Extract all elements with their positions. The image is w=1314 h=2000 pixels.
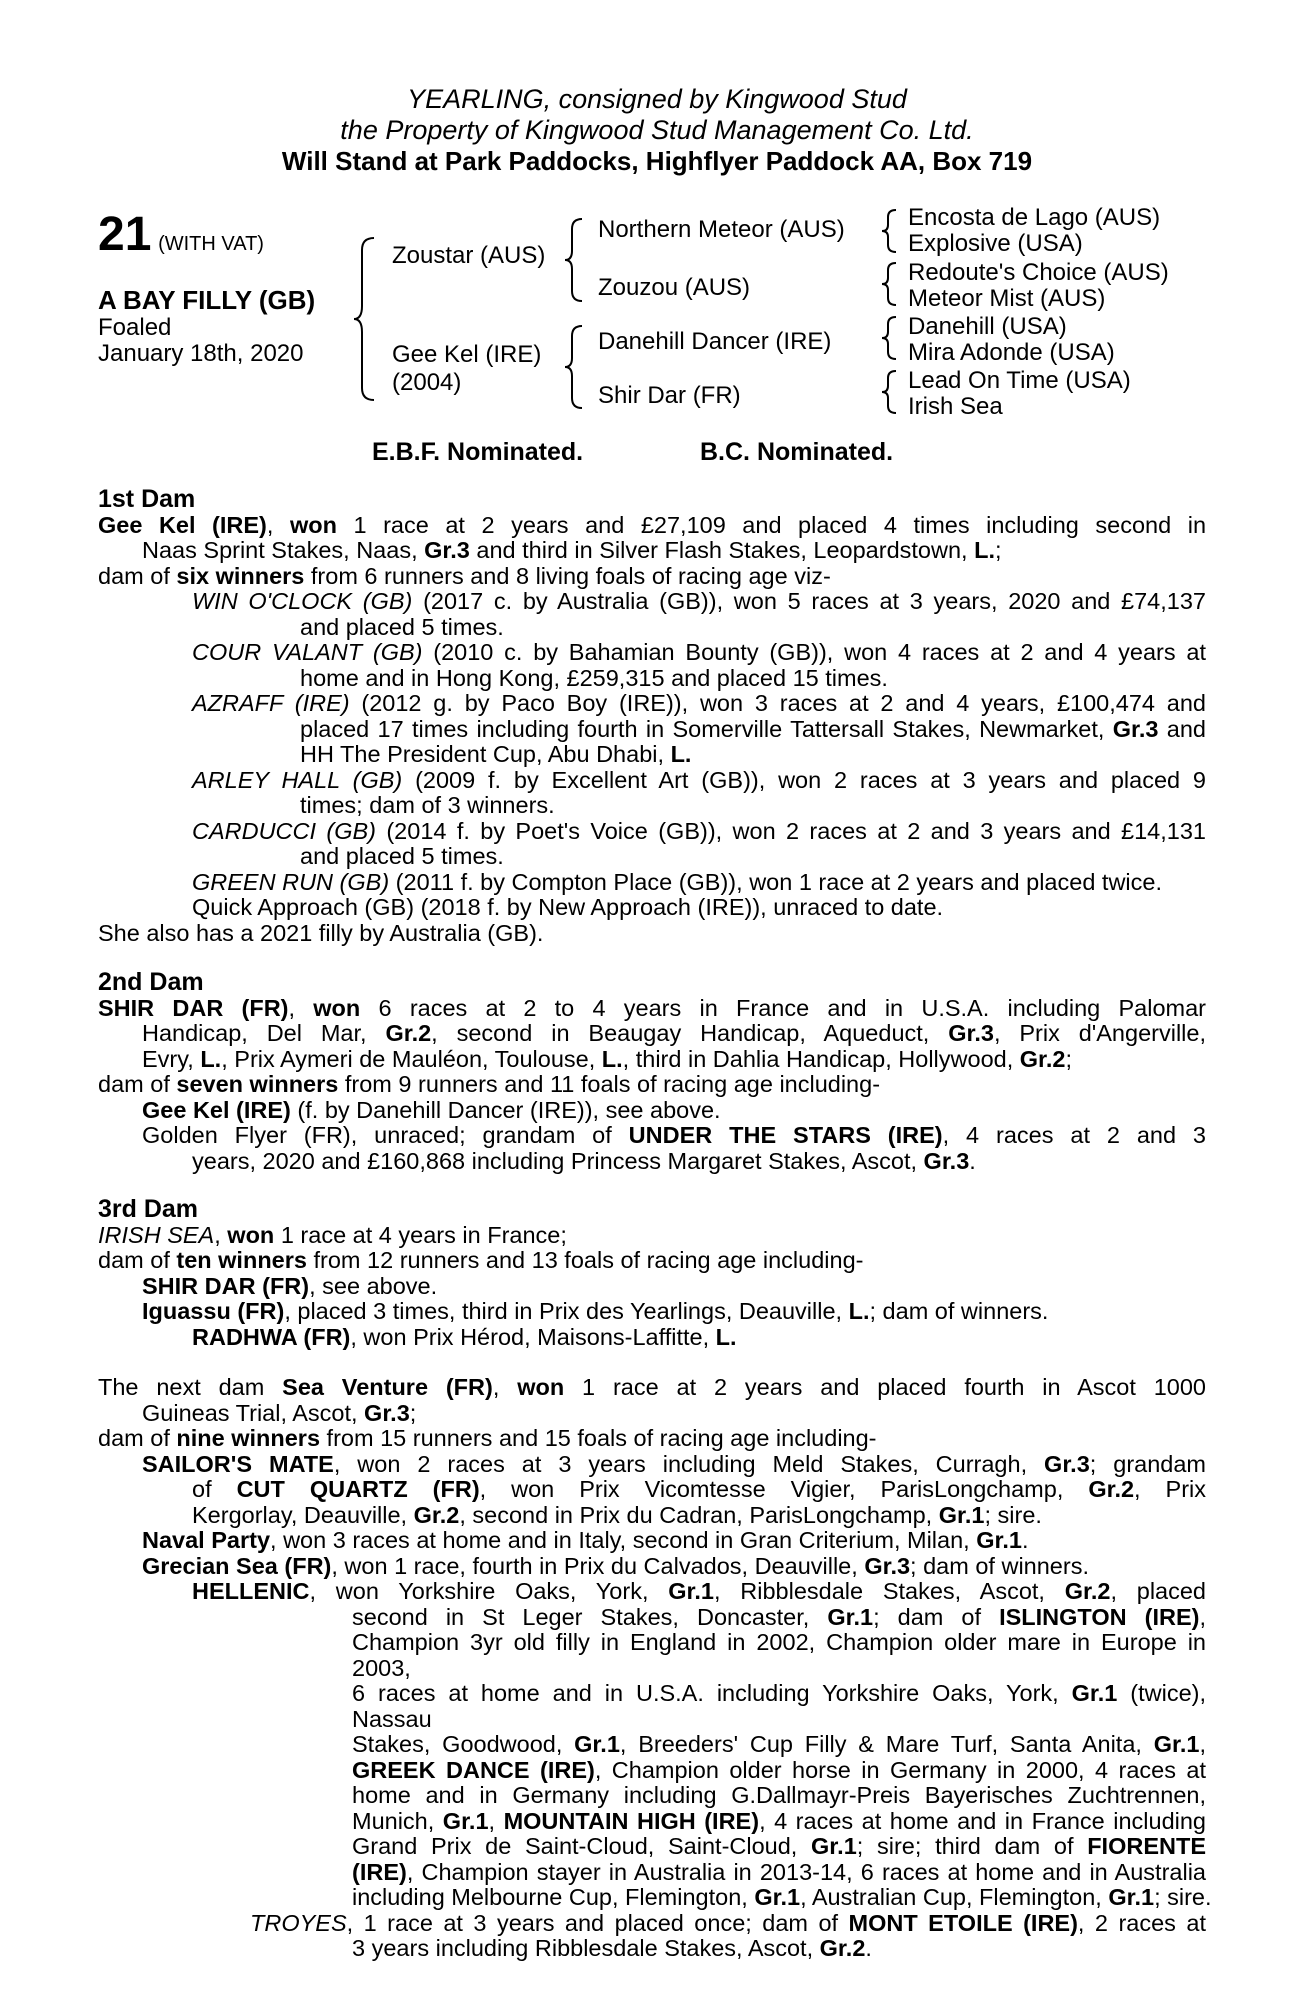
pedigree-brace-g3-4	[878, 368, 902, 416]
text-line: including Melbourne Cup, Flemington, Gr.1, Australian Cup, Flemington, Gr.1; sire.	[352, 1884, 1212, 1910]
text-line: 6 races at home and in U.S.A. including Yorkshire Oaks, York, Gr.1 (twice), Nassau	[352, 1680, 1206, 1732]
pedigree-dam-dam: Shir Dar (FR)	[598, 382, 741, 409]
text-line: GREEN RUN (GB) (2011 f. by Compton Place (GB)), won 1 race at 2 years and placed twice.	[192, 868, 1162, 895]
pedigree-gen3: Meteor Mist (AUS)	[908, 285, 1106, 312]
ebf-nomination: E.B.F. Nominated.	[372, 438, 584, 466]
pedigree-gen3: Redoute's Choice (AUS)	[908, 259, 1169, 286]
pedigree-brace-main	[352, 234, 382, 404]
text-line: RADHWA (FR), won Prix Hérod, Maisons-Laffitte, L.	[192, 1323, 737, 1350]
next-dam-section	[98, 1374, 1212, 1962]
foaled-label: Foaled	[98, 314, 172, 341]
text-line: times; dam of 3 winners.	[300, 792, 555, 818]
text-line: COUR VALANT (GB) (2010 c. by Bahamian Bounty (GB)), won 4 races at 2 and 4 years at	[192, 639, 1206, 665]
stand-location-line: Will Stand at Park Paddocks, Highflyer Paddock AA, Box 719	[281, 146, 1033, 176]
text-line: IRISH SEA, won 1 race at 4 years in France;	[98, 1221, 567, 1248]
lot-number: 21	[98, 208, 152, 261]
text-line: Grecian Sea (FR), won 1 race, fourth in Prix du Calvados, Deauville, Gr.3; dam of winners.	[142, 1552, 1089, 1579]
text-line: and placed 5 times.	[300, 613, 504, 640]
pedigree-dam: Gee Kel (IRE)	[392, 341, 542, 368]
text-line: Naas Sprint Stakes, Naas, Gr.3 and third in Silver Flash Stakes, Leopardstown, L.;	[142, 537, 1002, 563]
property-line: the Property of Kingwood Stud Management Co. Ltd.	[340, 115, 974, 145]
text-line: Handicap, Del Mar, Gr.2, second in Beaugay Handicap, Aqueduct, Gr.3, Prix d'Angerville,	[142, 1020, 1206, 1046]
pedigree-brace-dam	[562, 322, 590, 412]
pedigree-brace-g3-3	[878, 314, 902, 362]
text-line: ARLEY HALL (GB) (2009 f. by Excellent Art (GB)), won 2 races at 3 years and placed 9	[192, 766, 1206, 793]
foaled-date: January 18th, 2020	[98, 340, 304, 367]
text-line: Munich, Gr.1, MOUNTAIN HIGH (IRE), 4 races at home and in France including	[352, 1807, 1206, 1834]
text-line: Guineas Trial, Ascot, Gr.3;	[142, 1399, 417, 1426]
text-line: home and in Germany including G.Dallmayr-Preis Bayerisches Zuchtrennen,	[352, 1782, 1206, 1808]
pedigree-gen3: Mira Adonde (USA)	[908, 339, 1115, 366]
text-line: years, 2020 and £160,868 including Princess Margaret Stakes, Ascot, Gr.3.	[192, 1147, 976, 1174]
text-line: Gee Kel (IRE) (f. by Danehill Dancer (IRE)), see above.	[142, 1096, 721, 1123]
text-line: Champion 3yr old filly in England in 2002, Champion older mare in Europe in 2003,	[352, 1629, 1206, 1681]
section-heading: 1st Dam	[98, 485, 196, 513]
text-line: HELLENIC, won Yorkshire Oaks, York, Gr.1, Ribblesdale Stakes, Ascot, Gr.2, placed	[192, 1578, 1207, 1604]
pedigree-brace-g3-2	[878, 260, 902, 308]
pedigree-sire-dam: Zouzou (AUS)	[598, 274, 751, 301]
text-line: WIN O'CLOCK (GB) (2017 c. by Australia (GB)), won 5 races at 3 years, 2020 and £74,137	[192, 588, 1206, 614]
pedigree-brace-sire	[562, 215, 590, 305]
text-line: dam of nine winners from 15 runners and 15 foals of racing age including-	[98, 1425, 877, 1451]
text-line: AZRAFF (IRE) (2012 g. by Paco Boy (IRE)), won 3 races at 2 and 4 years, £100,474 and	[192, 690, 1206, 716]
pedigree-dam-sire: Danehill Dancer (IRE)	[598, 328, 832, 355]
text-line: Golden Flyer (FR), unraced; grandam of UNDER THE STARS (IRE), 4 races at 2 and 3	[142, 1122, 1207, 1148]
text-line: TROYES, 1 race at 3 years and placed once; dam of MONT ETOILE (IRE), 2 races at	[250, 1909, 1206, 1936]
text-line: Gee Kel (IRE), won 1 race at 2 years and £27,109 and placed 4 times including second in	[98, 511, 1207, 538]
first-dam-section	[98, 487, 1206, 946]
text-line: (IRE), Champion stayer in Australia in 2013-14, 6 races at home and in Australia	[352, 1858, 1206, 1885]
section-heading: 2nd Dam	[98, 968, 204, 996]
section-heading: 3rd Dam	[98, 1195, 199, 1223]
text-line: and placed 5 times.	[300, 843, 504, 869]
pedigree-gen3: Explosive (USA)	[908, 230, 1083, 257]
text-line: Stakes, Goodwood, Gr.1, Breeders' Cup Filly & Mare Turf, Santa Anita, Gr.1,	[352, 1731, 1206, 1757]
text-line: She also has a 2021 filly by Australia (GB).	[98, 919, 544, 946]
lot-description: A BAY FILLY (GB)	[98, 285, 316, 315]
text-line: placed 17 times including fourth in Somerville Tattersall Stakes, Newmarket, Gr.3 and	[300, 715, 1206, 742]
text-line: SHIR DAR (FR), won 6 races at 2 to 4 years in France and in U.S.A. including Palomar	[98, 994, 1206, 1021]
text-line: SAILOR'S MATE, won 2 races at 3 years including Meld Stakes, Curragh, Gr.3; grandam	[142, 1450, 1207, 1477]
lot-number-line	[98, 210, 264, 260]
second-dam-section	[98, 970, 1206, 1174]
text-line: dam of seven winners from 9 runners and 11 foals of racing age including-	[98, 1071, 881, 1097]
consignor-line: YEARLING, consigned by Kingwood Stud	[407, 84, 907, 114]
text-line: SHIR DAR (FR), see above.	[142, 1272, 438, 1299]
pedigree-sire-sire: Northern Meteor (AUS)	[598, 216, 845, 243]
text-line: Iguassu (FR), placed 3 times, third in Prix des Yearlings, Deauville, L.; dam of winners.	[142, 1298, 1049, 1324]
text-line: Grand Prix de Saint-Cloud, Saint-Cloud, Gr.1; sire; third dam of FIORENTE	[352, 1833, 1206, 1859]
pedigree-gen3: Encosta de Lago (AUS)	[908, 204, 1161, 231]
text-line: dam of ten winners from 12 runners and 13 foals of racing age including-	[98, 1247, 864, 1273]
text-line: Quick Approach (GB) (2018 f. by New Approach (IRE)), unraced to date.	[192, 894, 944, 920]
pedigree-gen3: Irish Sea	[908, 393, 1003, 420]
text-line: Evry, L., Prix Aymeri de Mauléon, Toulouse, L., third in Dahlia Handicap, Hollywood, Gr.2;	[142, 1045, 1073, 1072]
text-line: second in St Leger Stakes, Doncaster, Gr.1; dam of ISLINGTON (IRE),	[352, 1603, 1206, 1630]
text-line: 3 years including Ribblesdale Stakes, Ascot, Gr.2.	[352, 1935, 872, 1961]
pedigree-dam-year: (2004)	[392, 369, 462, 396]
pedigree-brace-g3-1	[878, 207, 902, 255]
pedigree-gen3: Lead On Time (USA)	[908, 367, 1131, 394]
text-line: CARDUCCI (GB) (2014 f. by Poet's Voice (GB)), won 2 races at 2 and 3 years and £14,131	[192, 817, 1206, 844]
text-line: Naval Party, won 3 races at home and in Italy, second in Gran Criterium, Milan, Gr.1.	[142, 1527, 1029, 1553]
text-line: GREEK DANCE (IRE), Champion older horse in Germany in 2000, 4 races at	[352, 1756, 1207, 1783]
text-line: home and in Hong Kong, £259,315 and placed 15 times.	[300, 664, 888, 691]
third-dam-section	[98, 1197, 1206, 1350]
text-line: HH The President Cup, Abu Dhabi, L.	[300, 741, 692, 767]
text-line: The next dam Sea Venture (FR), won 1 race at 2 years and placed fourth in Ascot 1000	[98, 1374, 1206, 1400]
bc-nomination: B.C. Nominated.	[700, 438, 894, 466]
text-line: dam of six winners from 6 runners and 8 living foals of racing age viz-	[98, 562, 831, 589]
vat-note: (WITH VAT)	[158, 233, 264, 255]
pedigree-sire: Zoustar (AUS)	[392, 242, 546, 269]
pedigree-gen3: Danehill (USA)	[908, 313, 1067, 340]
text-line: Kergorlay, Deauville, Gr.2, second in Prix du Cadran, ParisLongchamp, Gr.1; sire.	[192, 1501, 1042, 1528]
text-line: of CUT QUARTZ (FR), won Prix Vicomtesse Vigier, ParisLongchamp, Gr.2, Prix	[192, 1476, 1207, 1502]
